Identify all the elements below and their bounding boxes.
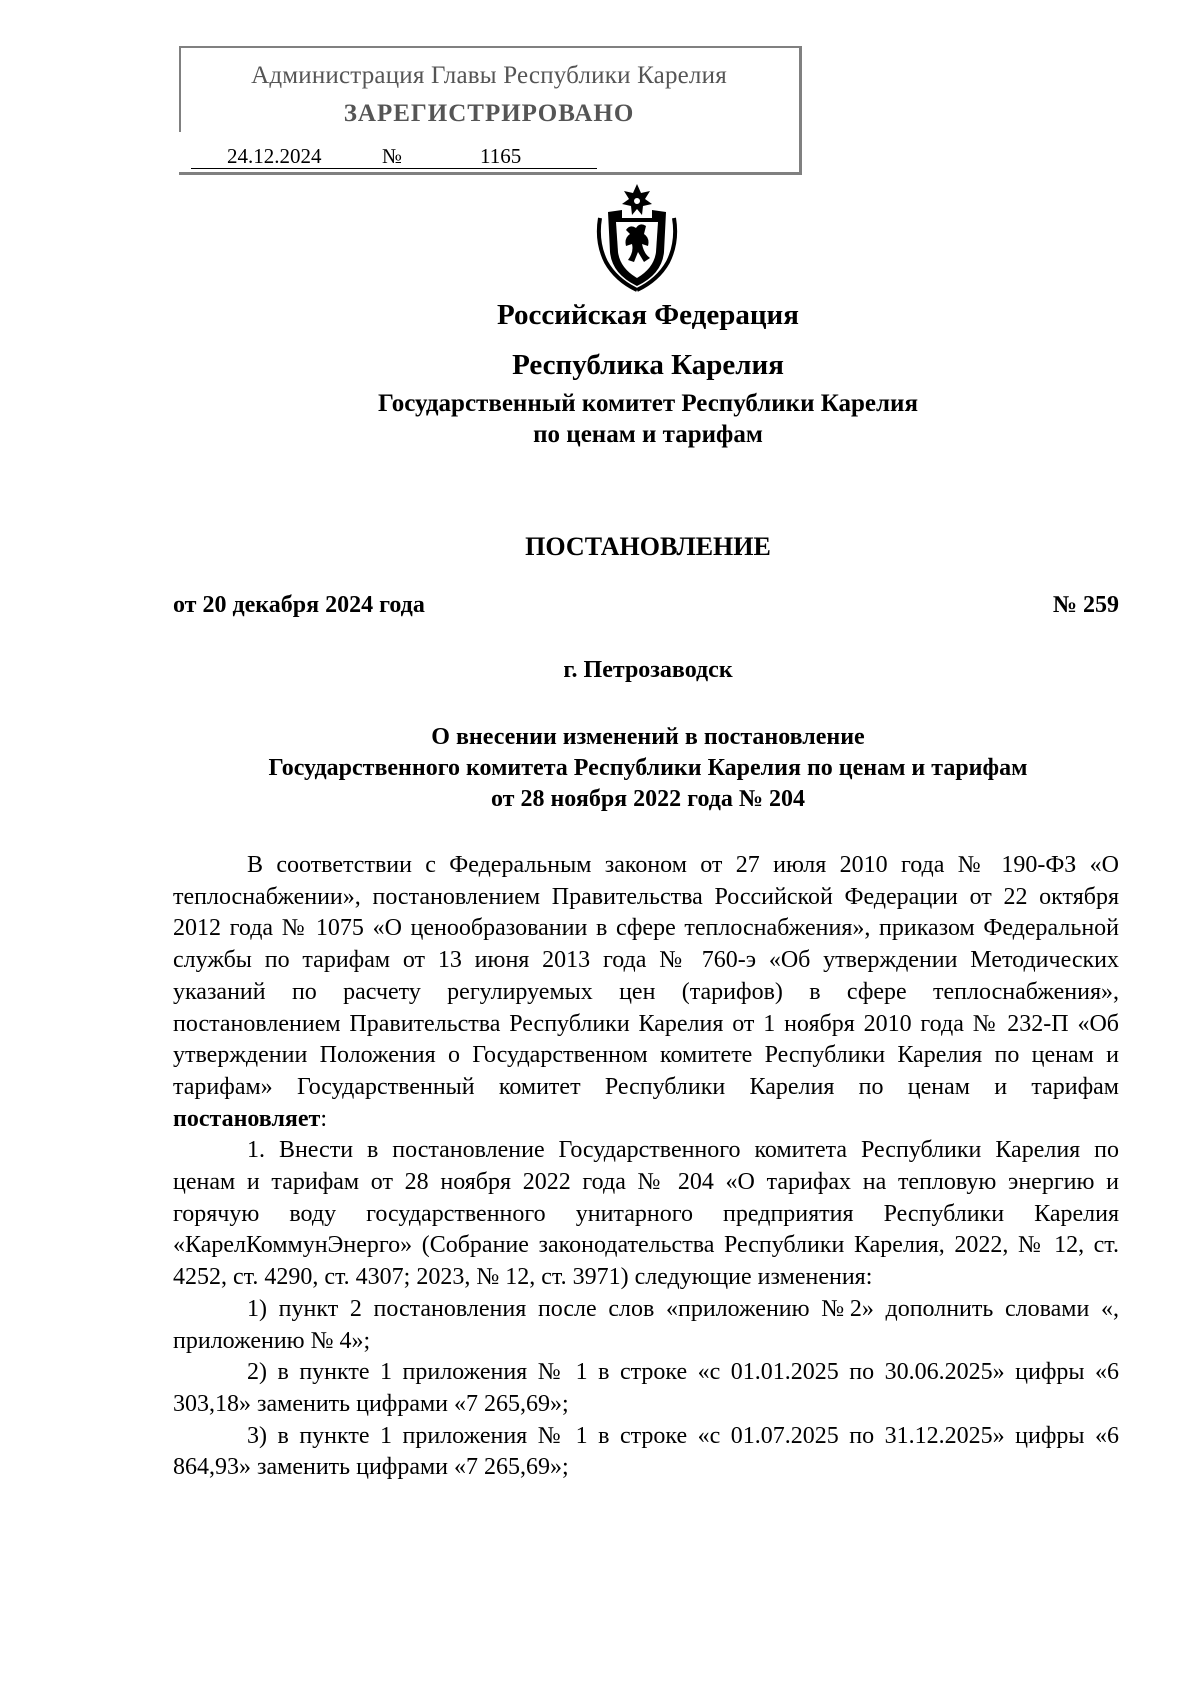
document-number: № 259: [1052, 592, 1119, 618]
stamp-status: ЗАРЕГИСТРИРОВАНО: [343, 100, 635, 127]
stamp-number-sign: №: [382, 144, 403, 168]
country-heading: Российская Федерация: [497, 299, 799, 331]
decree-word: постановляет: [173, 1105, 321, 1132]
stamp-date: 24.12.2024: [227, 144, 322, 168]
document-date: от 20 декабря 2024 года: [173, 592, 425, 618]
karelia-coat-of-arms-icon: [592, 182, 682, 292]
agency-line-2: по ценам и тарифам: [533, 421, 763, 448]
subitem-1-paragraph: 1) пункт 2 постановления после слов «приложению №2» дополнить словами «, приложению № 4»;: [173, 1295, 1119, 1354]
subitem-3-paragraph: 3) в пункте 1 приложения № 1 в строке «с 01.07.2025 по 31.12.2025» цифры «6 864,93» заменить цифрами «7 265,69»;: [173, 1422, 1119, 1481]
subitem-2-paragraph: 2) в пункте 1 приложения № 1 в строке «с 01.01.2025 по 30.06.2025» цифры «6 303,18» заменить цифрами «7 265,69»;: [173, 1359, 1119, 1417]
stamp-number: 1165: [480, 144, 522, 168]
preamble-text: В соответствии с Федеральным законом от 27 июля 2010 года № 190-ФЗ «О теплоснабжении», постановлением Правительства Российской Федерации от 22 октября 2012 года № 1075 «О ценообразовании в сфере теплоснабжения», приказом Федеральной службы по тарифам от 13 июня 2013 года № 760-э «Об утверждении Методических указаний по расчету регулируемых цен (тарифов) в сфере теплоснабжения», постановлением Правительства Республики Карелия от 1 ноября 2010 года № 232-П «Об утверждении Положения о Государственном комитете Республики Карелия по ценам и тарифам» Государственный комитет Республики Карелия по ценам и тарифам: [173, 852, 1119, 1100]
document-city: г. Петрозаводск: [563, 657, 733, 683]
subject-line-2: Государственного комитета Республики Карелия по ценам и тарифам: [268, 755, 1028, 781]
preamble-paragraph: [173, 850, 1119, 1135]
document-subject: [0, 722, 1200, 815]
document-body: [173, 850, 1119, 1484]
decree-colon: :: [320, 1105, 327, 1132]
document-type: ПОСТАНОВЛЕНИЕ: [525, 532, 771, 561]
subject-line-1: О внесении изменений в постановление: [431, 724, 865, 750]
item-1-paragraph: 1. Внести в постановление Государственного комитета Республики Карелия по ценам и тарифам от 28 ноября 2022 года № 204 «О тарифах на тепловую энергию и горячую воду государственного унитарного предприятия Республики Карелия «КарелКоммунЭнерго» (Собрание законодательства Республики Карелия, 2022, № 12, ст. 4252, ст. 4290, ст. 4307; 2023, № 12, ст. 3971) следующие изменения:: [173, 1137, 1119, 1291]
republic-heading: Республика Карелия: [512, 349, 784, 381]
stamp-underline: [191, 168, 597, 169]
stamp-organization: Администрация Главы Республики Карелия: [251, 62, 727, 89]
subject-line-3: от 28 ноября 2022 года № 204: [490, 786, 806, 812]
agency-line-1: Государственный комитет Республики Карелия: [378, 390, 918, 417]
agency-heading: [0, 388, 1200, 450]
